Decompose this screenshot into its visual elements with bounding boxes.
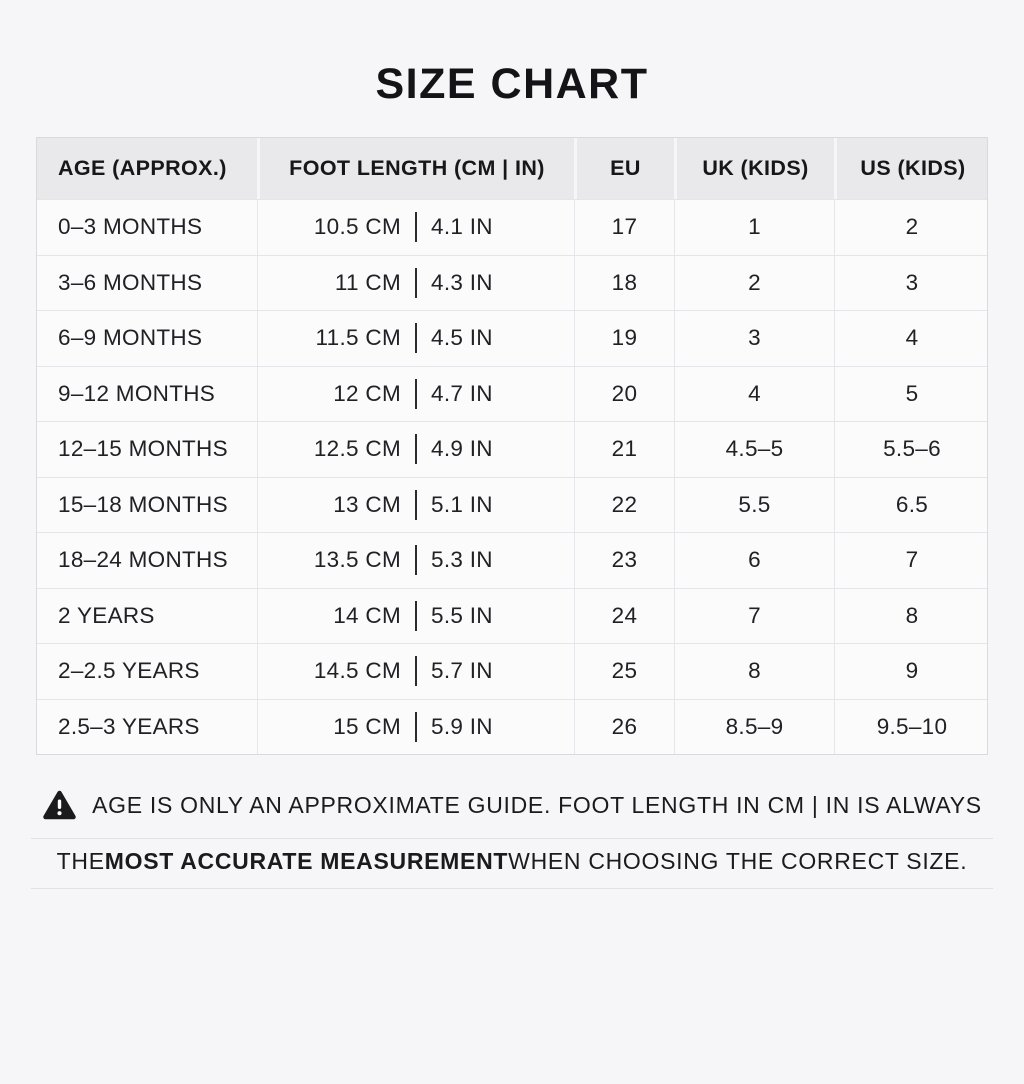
eu-size-value: 19 bbox=[611, 325, 638, 351]
age-value: 3–6 MONTHS bbox=[58, 269, 203, 295]
uk-size-value: 8 bbox=[748, 658, 761, 684]
table-row bbox=[37, 199, 987, 255]
column-header-age: AGE (APPROX.) bbox=[58, 156, 227, 180]
us-size-value: 5 bbox=[905, 380, 919, 406]
cell-age bbox=[37, 700, 257, 755]
cell-eu-size bbox=[574, 533, 674, 588]
column-header-foot: FOOT LENGTH (CM | IN) bbox=[257, 138, 574, 199]
footnote-line-2 bbox=[31, 839, 993, 889]
cell-foot-length bbox=[257, 367, 574, 422]
column-header-uk: UK (KIDS) bbox=[674, 138, 834, 199]
eu-size-value: 24 bbox=[611, 602, 638, 628]
cell-uk-size bbox=[674, 200, 834, 255]
eu-size-value: 20 bbox=[611, 380, 638, 406]
us-size-value: 9.5–10 bbox=[876, 713, 948, 739]
cell-us-size bbox=[834, 533, 989, 588]
cell-us-size bbox=[834, 256, 989, 311]
uk-size-value: 4.5–5 bbox=[725, 436, 784, 462]
cell-uk-size bbox=[674, 422, 834, 477]
table-row bbox=[37, 255, 987, 311]
cell-us-size bbox=[834, 367, 989, 422]
eu-size-value: 18 bbox=[611, 269, 638, 295]
foot-length-cm: 12 CM bbox=[333, 380, 401, 406]
size-chart-table bbox=[36, 137, 988, 755]
cell-uk-size bbox=[674, 644, 834, 699]
cell-age bbox=[37, 311, 257, 366]
foot-length-in: 5.1 IN bbox=[431, 491, 493, 517]
us-size-value: 6.5 bbox=[895, 491, 929, 517]
column-header-eu: EU bbox=[574, 138, 674, 199]
cell-age bbox=[37, 644, 257, 699]
us-size-value: 4 bbox=[905, 325, 919, 351]
foot-length-in: 4.7 IN bbox=[431, 380, 493, 406]
cell-foot-length bbox=[257, 644, 574, 699]
eu-size-value: 25 bbox=[611, 658, 638, 684]
foot-length-cm: 11 CM bbox=[334, 269, 401, 295]
cell-uk-size bbox=[674, 478, 834, 533]
foot-length-cm: 14.5 CM bbox=[313, 658, 401, 684]
cell-foot-length bbox=[257, 200, 574, 255]
cell-age bbox=[37, 422, 257, 477]
cell-uk-size bbox=[674, 311, 834, 366]
uk-size-value: 5.5 bbox=[738, 491, 771, 517]
table-row bbox=[37, 532, 987, 588]
age-value: 9–12 MONTHS bbox=[58, 380, 216, 406]
age-value: 2–2.5 YEARS bbox=[58, 658, 200, 684]
footnote-text-line-2-prefix: THE bbox=[56, 848, 105, 874]
footnote-text-line-1: AGE IS ONLY AN APPROXIMATE GUIDE. FOOT LENGTH IN CM | IN IS ALWAYS bbox=[92, 791, 982, 818]
table-row bbox=[37, 699, 987, 755]
cell-age bbox=[37, 367, 257, 422]
cell-age bbox=[37, 478, 257, 533]
eu-size-value: 17 bbox=[611, 214, 638, 240]
foot-length-cm: 10.5 CM bbox=[313, 214, 401, 240]
cell-foot-length bbox=[257, 589, 574, 644]
page-title: SIZE CHART bbox=[375, 60, 649, 108]
foot-length-in: 5.9 IN bbox=[431, 713, 493, 739]
uk-size-value: 3 bbox=[748, 325, 761, 351]
foot-length-cm: 14 CM bbox=[333, 602, 401, 628]
age-value: 0–3 MONTHS bbox=[58, 214, 203, 240]
us-size-value: 3 bbox=[905, 269, 919, 295]
cell-eu-size bbox=[574, 422, 674, 477]
cell-foot-length bbox=[257, 422, 574, 477]
foot-length-in: 4.9 IN bbox=[431, 436, 493, 462]
cell-us-size bbox=[834, 589, 989, 644]
us-size-value: 2 bbox=[905, 214, 919, 240]
footnote-text-line-2-bold: MOST ACCURATE MEASUREMENT bbox=[104, 848, 509, 874]
cell-us-size bbox=[834, 422, 989, 477]
foot-length-in: 5.5 IN bbox=[431, 602, 493, 628]
footnote bbox=[31, 755, 993, 889]
foot-length-in: 4.1 IN bbox=[431, 214, 493, 240]
cell-eu-size bbox=[574, 367, 674, 422]
cell-eu-size bbox=[574, 311, 674, 366]
age-value: 18–24 MONTHS bbox=[58, 547, 228, 573]
cell-uk-size bbox=[674, 589, 834, 644]
cell-eu-size bbox=[574, 644, 674, 699]
foot-length-in: 5.3 IN bbox=[431, 547, 493, 573]
cell-us-size bbox=[834, 700, 989, 755]
cell-uk-size bbox=[674, 700, 834, 755]
cell-foot-length bbox=[257, 478, 574, 533]
cell-age bbox=[37, 589, 257, 644]
foot-length-in: 4.3 IN bbox=[431, 269, 493, 295]
uk-size-value: 8.5–9 bbox=[725, 713, 784, 739]
cell-uk-size bbox=[674, 533, 834, 588]
eu-size-value: 21 bbox=[611, 436, 638, 462]
foot-length-cm: 11.5 CM bbox=[315, 325, 401, 351]
cell-us-size bbox=[834, 644, 989, 699]
age-value: 2 YEARS bbox=[58, 602, 155, 628]
age-value: 15–18 MONTHS bbox=[58, 491, 228, 517]
cell-uk-size bbox=[674, 256, 834, 311]
eu-size-value: 22 bbox=[611, 491, 638, 517]
cell-eu-size bbox=[574, 200, 674, 255]
foot-length-cm: 15 CM bbox=[333, 713, 401, 739]
cell-foot-length bbox=[257, 256, 574, 311]
uk-size-value: 4 bbox=[748, 380, 761, 406]
cell-foot-length bbox=[257, 533, 574, 588]
table-row bbox=[37, 366, 987, 422]
table-row bbox=[37, 477, 987, 533]
foot-length-in: 5.7 IN bbox=[431, 658, 493, 684]
uk-size-value: 1 bbox=[748, 214, 761, 240]
foot-length-in: 4.5 IN bbox=[431, 325, 493, 351]
cell-foot-length bbox=[257, 311, 574, 366]
uk-size-value: 7 bbox=[748, 602, 761, 628]
eu-size-value: 23 bbox=[611, 547, 638, 573]
us-size-value: 8 bbox=[905, 602, 919, 628]
cell-uk-size bbox=[674, 367, 834, 422]
cell-age bbox=[37, 533, 257, 588]
cell-us-size bbox=[834, 311, 989, 366]
us-size-value: 9 bbox=[905, 658, 919, 684]
warning-icon bbox=[42, 789, 77, 821]
us-size-value: 7 bbox=[905, 547, 919, 573]
table-row bbox=[37, 310, 987, 366]
cell-eu-size bbox=[574, 478, 674, 533]
age-value: 12–15 MONTHS bbox=[58, 436, 228, 462]
cell-foot-length bbox=[257, 700, 574, 755]
table-header-row bbox=[37, 138, 987, 199]
cell-us-size bbox=[834, 200, 989, 255]
uk-size-value: 6 bbox=[748, 547, 761, 573]
age-value: 2.5–3 YEARS bbox=[58, 713, 200, 739]
table-body bbox=[37, 199, 987, 754]
cell-age bbox=[37, 200, 257, 255]
cell-us-size bbox=[834, 478, 989, 533]
eu-size-value: 26 bbox=[611, 713, 638, 739]
age-value: 6–9 MONTHS bbox=[58, 325, 203, 351]
us-size-value: 5.5–6 bbox=[883, 436, 941, 462]
cell-eu-size bbox=[574, 589, 674, 644]
footnote-line-1 bbox=[31, 755, 993, 839]
uk-size-value: 2 bbox=[748, 269, 761, 295]
cell-eu-size bbox=[574, 256, 674, 311]
cell-age bbox=[37, 256, 257, 311]
table-row bbox=[37, 588, 987, 644]
table-row bbox=[37, 643, 987, 699]
column-header-us: US (KIDS) bbox=[834, 138, 989, 199]
foot-length-cm: 13.5 CM bbox=[313, 547, 401, 573]
foot-length-cm: 13 CM bbox=[333, 491, 401, 517]
footnote-text-line-2-suffix: WHEN CHOOSING THE CORRECT SIZE. bbox=[508, 848, 968, 874]
table-row bbox=[37, 421, 987, 477]
foot-length-cm: 12.5 CM bbox=[313, 436, 401, 462]
cell-eu-size bbox=[574, 700, 674, 755]
